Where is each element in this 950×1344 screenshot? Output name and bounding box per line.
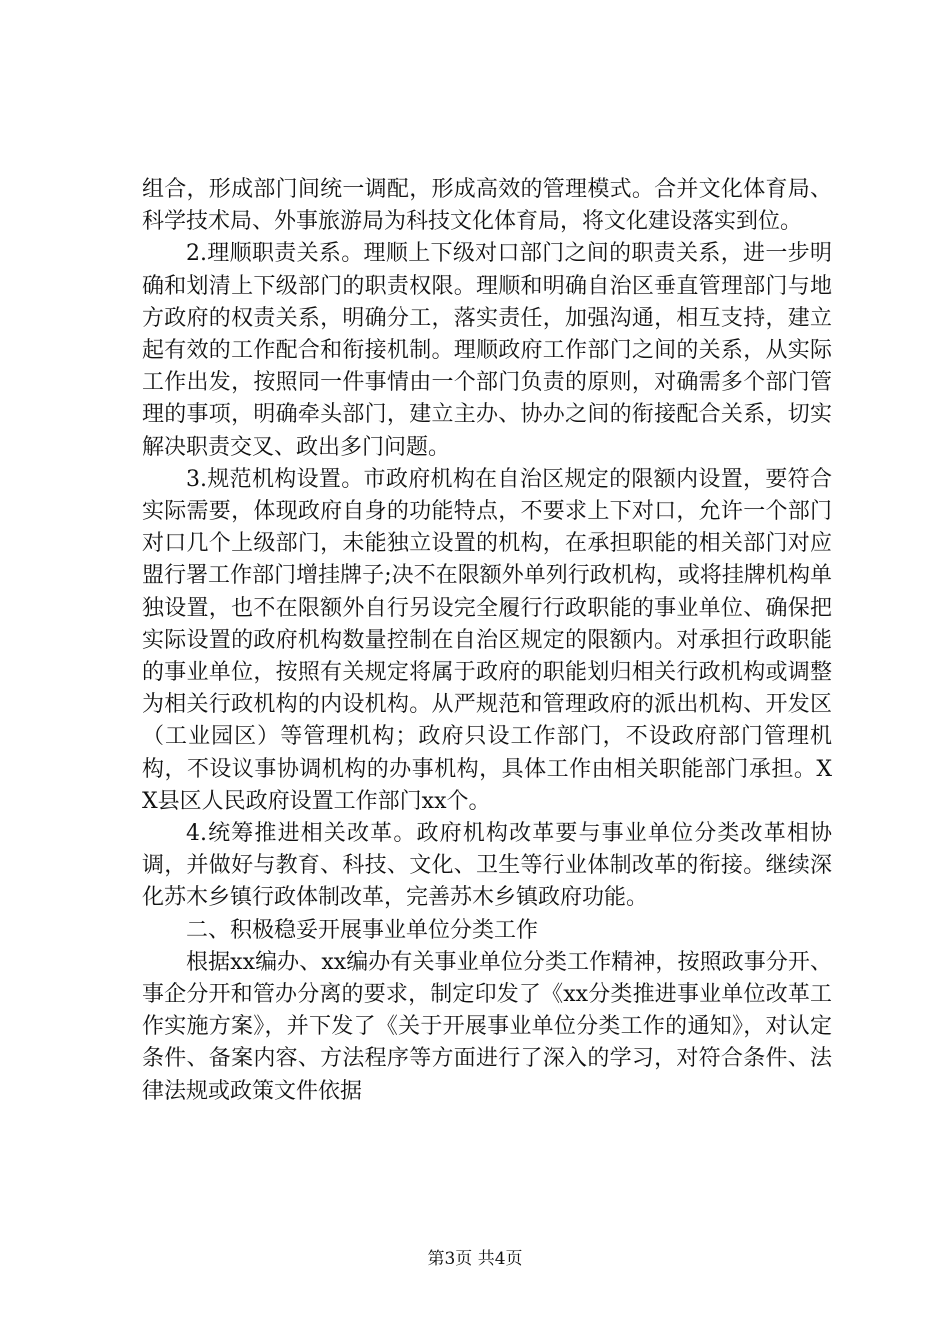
section-heading: 二、积极稳妥开展事业单位分类工作: [186, 917, 539, 943]
document-body: [142, 174, 832, 1108]
page-footer: 第3页 共4页: [427, 1249, 523, 1269]
paragraph-coordinate-reforms: 4.统筹推进相关改革。政府机构改革要与事业单位分类改革相协调，并做好与教育、科技、文化、卫生等行业体制改革的衔接。继续深化苏木乡镇行政体制改革，完善苏木乡镇政府功能。: [142, 821, 832, 911]
paragraph-clarify-responsibilities: 2.理顺职责关系。理顺上下级对口部门之间的职责关系，进一步明确和划清上下级部门的职责权限。理顺和明确自治区垂直管理部门与地方政府的权责关系，明确分工，落实责任，加强沟通，相互支持，建立起有效的工作配合和衔接机制。理顺政府工作部门之间的关系，从实际工作出发，按照同一件事情由一个部门负责的原则，对确需多个部门管理的事项，明确牵头部门，建立主办、协办之间的衔接配合关系，切实解决职责交叉、政出多门问题。: [142, 241, 832, 460]
paragraph-continuation: 组合，形成部门间统一调配，形成高效的管理模式。合并文化体育局、科学技术局、外事旅游局为科技文化体育局，将文化建设落实到位。: [142, 177, 832, 235]
paragraph-standardize-institutions: 3.规范机构设置。市政府机构在自治区规定的限额内设置，要符合实际需要，体现政府自身的功能特点，不要求上下对口，允许一个部门对口几个上级部门，未能独立设置的机构，在承担职能的相关部门对应盟行署工作部门增挂牌子;决不在限额外单列行政机构，或将挂牌机构单独设置，也不在限额外自行另设完全履行行政职能的事业单位、确保把实际设置的政府机构数量控制在自治区规定的限额内。对承担行政职能的事业单位，按照有关规定将属于政府的职能划归相关行政机构或调整为相关行政机构的内设机构。从严规范和管理政府的派出机构、开发区（工业园区）等管理机构；政府只设工作部门，不设政府部门管理机构，不设议事协调机构的办事机构，具体工作由相关职能部门承担。XX县区人民政府设置工作部门xx个。: [142, 466, 832, 814]
paragraph-classification-work: 根据xx编办、xx编办有关事业单位分类工作精神，按照政事分开、事企分开和管办分离的要求，制定印发了《xx分类推进事业单位改革工作实施方案》，并下发了《关于开展事业单位分类工作的通知》，对认定条件、备案内容、方法程序等方面进行了深入的学习，对符合条件、法律法规或政策文件依据: [142, 949, 832, 1104]
